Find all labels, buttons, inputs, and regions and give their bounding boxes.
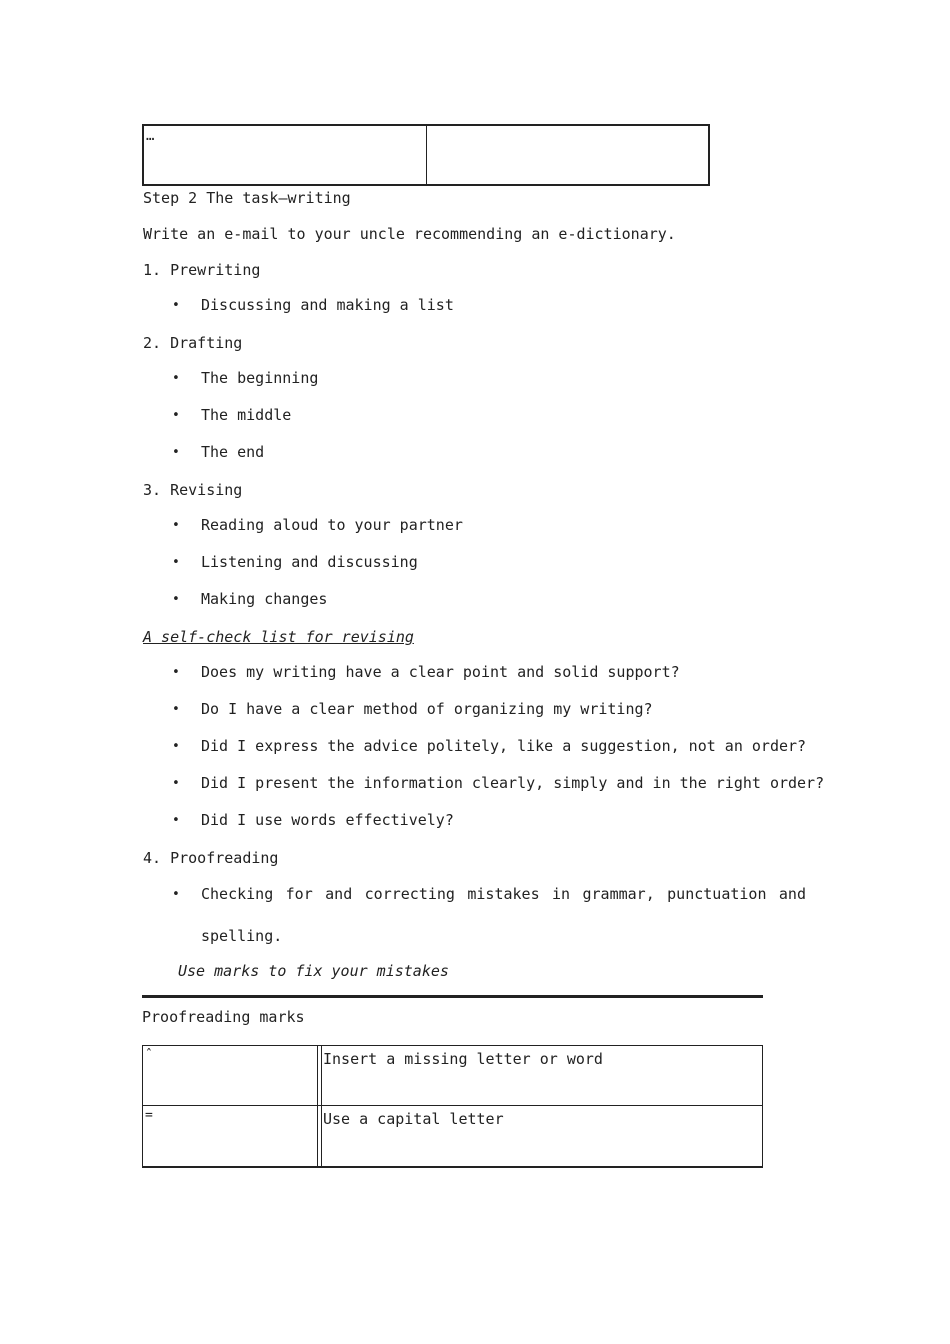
bullet-icon: •	[172, 408, 180, 423]
bullet-icon: •	[172, 776, 180, 791]
checklist-item: Do I have a clear method of organizing my writing?	[201, 700, 653, 718]
word: correcting	[364, 885, 455, 903]
section-drafting-title: 2. Drafting	[143, 334, 243, 352]
capital-mark-description: Use a capital letter	[323, 1110, 504, 1128]
table-row	[142, 1105, 763, 1168]
table-top-rule	[142, 995, 763, 998]
table-header: Proofreading marks	[142, 1008, 305, 1026]
proofreading-item-line2: spelling.	[201, 927, 283, 945]
checklist-item: Did I present the information clearly, simply and in the right order?	[201, 774, 825, 792]
marks-caption: Use marks to fix your mistakes	[178, 962, 449, 980]
table-row	[142, 1045, 763, 1106]
insert-mark-symbol: ˆ	[145, 1048, 153, 1063]
insert-mark-description: Insert a missing letter or word	[323, 1050, 603, 1068]
intro-text: Write an e-mail to your uncle recommending an e-dictionary.	[143, 225, 676, 243]
capital-mark-symbol: =	[145, 1108, 153, 1123]
bullet-icon: •	[172, 518, 180, 533]
top-table-divider	[426, 126, 427, 184]
section-proofreading-title: 4. Proofreading	[143, 849, 279, 867]
checklist-item: Does my writing have a clear point and solid support?	[201, 663, 680, 681]
top-table-cell-left: …	[146, 128, 155, 144]
word: Checking	[201, 885, 274, 903]
top-table	[142, 124, 710, 186]
word: mistakes	[467, 885, 540, 903]
bullet-icon: •	[172, 702, 180, 717]
list-item: The middle	[201, 406, 292, 424]
bullet-icon: •	[172, 371, 180, 386]
bullet-icon: •	[172, 445, 180, 460]
checklist-item: Did I express the advice politely, like a suggestion, not an order?	[201, 737, 807, 755]
proofreading-marks-table	[142, 995, 763, 1168]
step-heading: Step 2 The task—writing	[143, 189, 351, 207]
section-prewriting-title: 1. Prewriting	[143, 261, 261, 279]
table-divider	[317, 1046, 322, 1105]
bullet-icon: •	[172, 887, 180, 902]
bullet-icon: •	[172, 298, 180, 313]
bullet-icon: •	[172, 555, 180, 570]
proofreading-item-line1	[201, 885, 806, 903]
word: for	[285, 885, 313, 903]
list-item: Discussing and making a list	[201, 296, 454, 314]
word: and	[778, 885, 806, 903]
bullet-icon: •	[172, 813, 180, 828]
list-item: Reading aloud to your partner	[201, 516, 463, 534]
checklist-title: A self-check list for revising	[143, 628, 414, 646]
bullet-icon: •	[172, 665, 180, 680]
list-item: Listening and discussing	[201, 553, 418, 571]
word: in	[552, 885, 571, 903]
bullet-icon: •	[172, 739, 180, 754]
checklist-item: Did I use words effectively?	[201, 811, 454, 829]
section-revising-title: 3. Revising	[143, 481, 243, 499]
word: grammar,	[582, 885, 655, 903]
table-divider	[317, 1106, 322, 1166]
bullet-icon: •	[172, 592, 180, 607]
list-item: Making changes	[201, 590, 328, 608]
list-item: The end	[201, 443, 265, 461]
word: punctuation	[667, 885, 767, 903]
list-item: The beginning	[201, 369, 319, 387]
word: and	[325, 885, 353, 903]
